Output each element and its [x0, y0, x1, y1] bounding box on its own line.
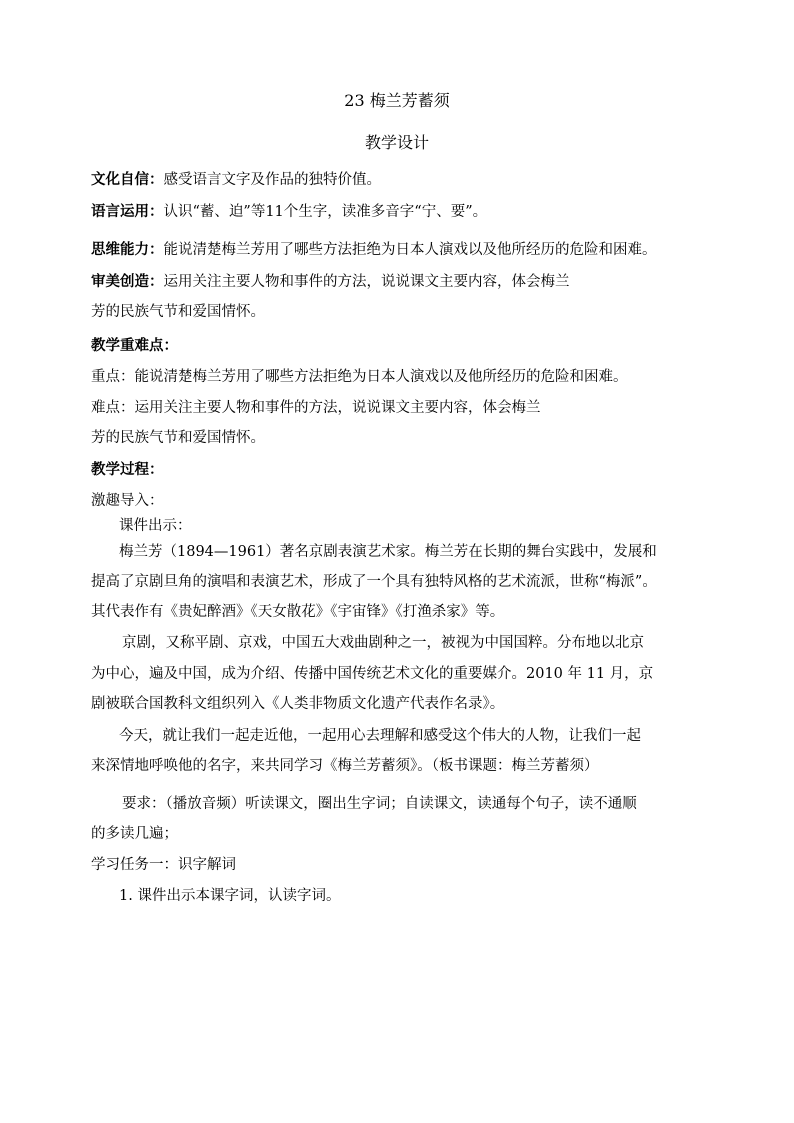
task1-heading: 学习任务一：识字解词 [91, 857, 236, 873]
document-subtitle: 教学设计 [364, 133, 429, 152]
para1-line: 提高了京剧旦角的演唱和表演艺术，形成了一个具有独特风格的艺术流派，世称“梅派”。 [91, 574, 657, 590]
courseware-label: 课件出示： [119, 518, 192, 534]
para3-line: 来深情地呼唤他的名字，来共同学习《梅兰芳蓄须》。（板书课题：梅兰芳蓄须） [91, 758, 599, 774]
goal-culture [91, 170, 381, 190]
key-points-heading: 教学重难点： [91, 337, 178, 354]
para4-line: 的多读几遍； [91, 826, 178, 842]
para2-line: 剧被联合国教科文组织列入《人类非物质文化遗产代表作名录》。 [91, 696, 505, 712]
goal-aesthetic [91, 272, 570, 292]
goal-label: 语言运用： [91, 203, 164, 220]
process-heading: 教学过程： [91, 461, 164, 478]
difficult-point: 难点：运用关注主要人物和事件的方法，说说课文主要内容，体会梅兰 [91, 400, 541, 416]
para2-line: 京剧，又称平剧、京戏，中国五大戏曲剧种之一，被视为中国国粹。分布地以北京 [122, 635, 644, 651]
goal-aesthetic-cont: 芳的民族气节和爱国情怀。 [91, 304, 265, 320]
goal-text: 能说清楚梅兰芳用了哪些方法拒绝为日本人演戏以及他所经历的危险和困难。 [163, 242, 657, 258]
para1-line: 梅兰芳（1894—1961）著名京剧表演艺术家。梅兰芳在长期的舞台实践中，发展和 [119, 544, 657, 560]
goal-label: 思维能力： [91, 241, 164, 258]
goal-text: 运用关注主要人物和事件的方法，说说课文主要内容，体会梅兰 [163, 274, 570, 290]
goal-label: 文化自信： [91, 171, 164, 188]
para4-line: 要求：（播放音频）听读课文，圈出生字词；自读课文，读通每个句子，读不通顺 [122, 796, 637, 812]
goal-text: 认识“蓄、迫”等11个生字，读准多音字“宁、要”。 [163, 204, 488, 220]
goal-label: 审美创造： [91, 273, 164, 290]
document-title: 23 梅兰芳蓄须 [344, 91, 450, 110]
key-point: 重点：能说清楚梅兰芳用了哪些方法拒绝为日本人演戏以及他所经历的危险和困难。 [91, 369, 628, 385]
task1-step1: 1. 课件出示本课字词，认读字词。 [119, 888, 341, 904]
intro-heading: 激趣导入： [91, 493, 164, 509]
para1-line: 其代表作有《贵妃醉酒》《天女散花》《宇宙锋》《打渔杀家》等。 [91, 604, 505, 620]
goal-language [91, 202, 487, 222]
difficult-point-cont: 芳的民族气节和爱国情怀。 [91, 430, 265, 446]
para3-line: 今天，就让我们一起走近他，一起用心去理解和感受这个伟大的人物，让我们一起 [119, 728, 641, 744]
goal-text: 感受语言文字及作品的独特价值。 [163, 172, 381, 188]
goal-thinking [91, 240, 657, 260]
para2-line: 为中心，遍及中国，成为介绍、传播中国传统艺术文化的重要媒介。2010 年 11 月，京 [91, 666, 654, 682]
